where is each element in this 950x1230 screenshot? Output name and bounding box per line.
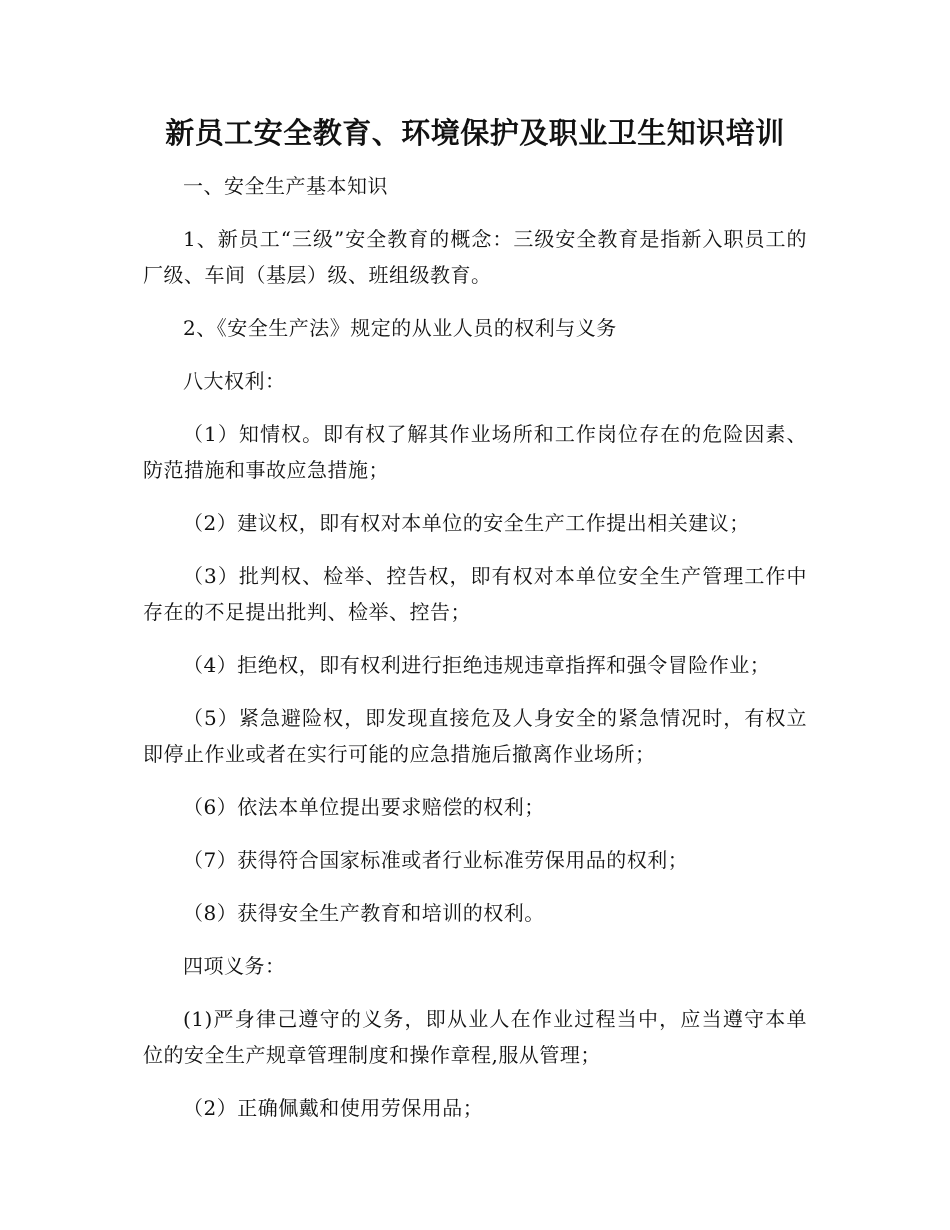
list-item: （1）知情权。即有权了解其作业场所和工作岗位存在的危险因素、防范措施和事故应急措施； xyxy=(143,422,807,482)
list-item: （8）获得安全生产教育和培训的权利。 xyxy=(183,901,545,925)
document-page xyxy=(143,108,807,1143)
list-item: （6）依法本单位提出要求赔偿的权利； xyxy=(183,795,545,819)
list-item: （2）正确佩戴和使用劳保用品； xyxy=(183,1096,484,1120)
list-item: （5）紧急避险权，即发现直接危及人身安全的紧急情况时，有权立即停止作业或者在实行可能的应急措施后撤离作业场所； xyxy=(143,706,807,766)
document-title: 新员工安全教育、环境保护及职业卫生知识培训 xyxy=(165,116,785,150)
list-item: (1)严身律己遵守的义务，即从业人在作业过程当中，应当遵守本单位的安全生产规章管理制度和操作章程,服从管理； xyxy=(143,1007,807,1067)
subheading: 四项义务： xyxy=(183,954,286,978)
subheading: 八大权利： xyxy=(183,369,286,393)
paragraph: 1、新员工“三级”安全教育的概念：三级安全教育是指新入职员工的厂级、车间（基层）级、班组级教育。 xyxy=(143,227,807,287)
list-item: （4）拒绝权，即有权利进行拒绝违规违章指挥和强令冒险作业； xyxy=(183,653,771,677)
list-item: （3）批判权、检举、控告权，即有权对本单位安全生产管理工作中存在的不足提出批判、检举、控告； xyxy=(143,564,807,624)
paragraph: 2、《安全生产法》规定的从业人员的权利与义务 xyxy=(183,316,617,340)
section-heading: 一、安全生产基本知识 xyxy=(183,174,388,198)
list-item: （7）获得符合国家标准或者行业标准劳保用品的权利； xyxy=(183,848,689,872)
list-item: （2）建议权，即有权对本单位的安全生产工作提出相关建议； xyxy=(183,511,750,535)
